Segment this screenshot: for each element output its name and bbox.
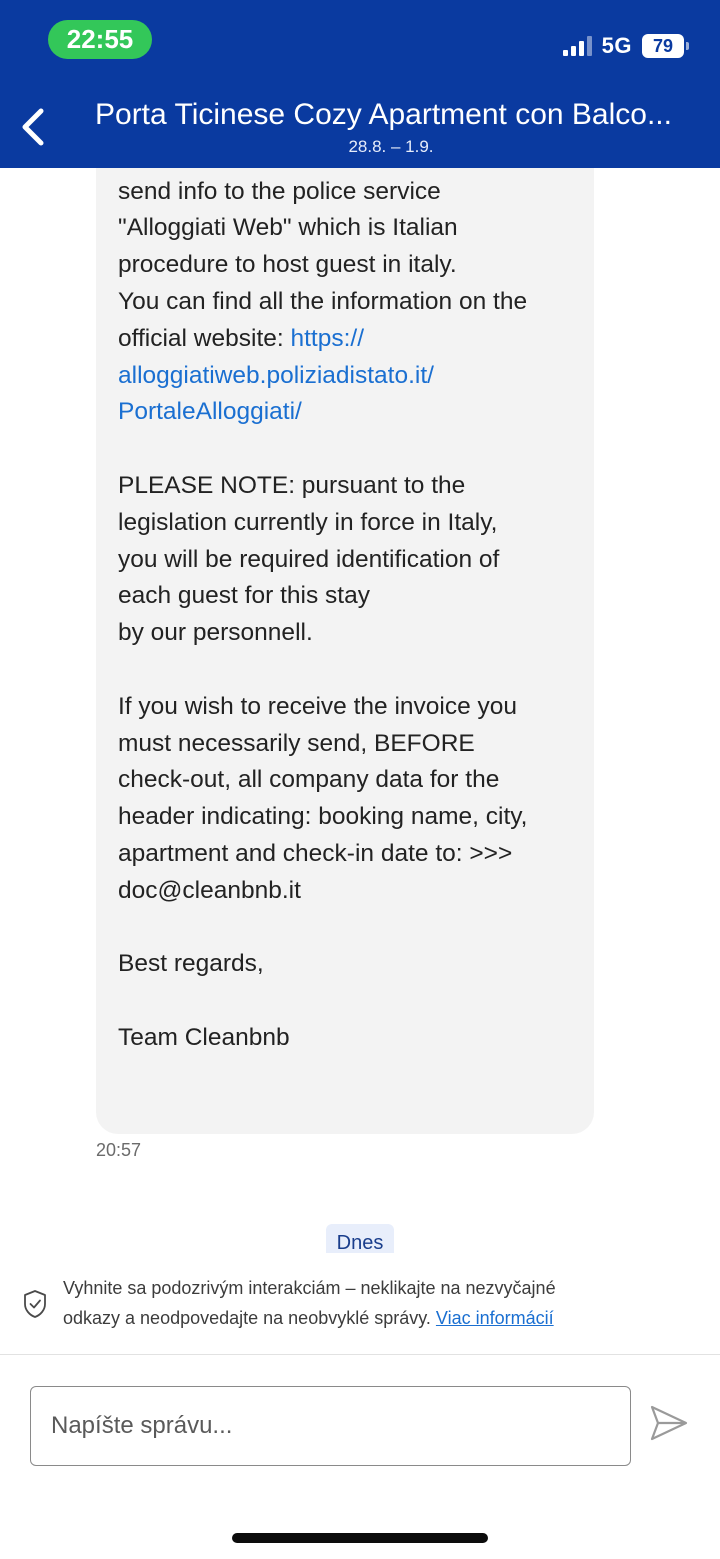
status-indicators — [563, 32, 684, 60]
message-line: You can find all the information on the — [118, 287, 528, 315]
message-text — [118, 168, 588, 1057]
message-line: header indicating: booking name, city, — [118, 803, 528, 831]
message-line: by our personnell. — [118, 619, 313, 647]
website-label: official website: — [118, 324, 291, 352]
message-timestamp: 20:57 — [96, 1140, 142, 1160]
message-line: each guest for this stay — [118, 582, 370, 610]
signal-icon — [563, 36, 592, 56]
message-line: If you wish to receive the invoice you — [118, 692, 518, 720]
message-paragraph — [118, 946, 588, 983]
message-paragraph — [118, 1020, 588, 1057]
date-separator: Dnes — [326, 1224, 394, 1253]
website-link[interactable]: alloggiatiweb.poliziadistato.it/ — [118, 361, 434, 389]
safety-warning — [0, 1253, 720, 1355]
message-line: legislation currently in force in Italy, — [118, 508, 498, 536]
message-composer[interactable] — [30, 1386, 631, 1466]
more-info-link[interactable]: Viac informácií — [435, 1308, 554, 1328]
warning-text — [63, 1273, 703, 1333]
send-icon — [648, 1402, 690, 1444]
stay-dates: 28.8. – 1.9. — [348, 137, 434, 156]
message-line — [118, 321, 588, 358]
conversation-title[interactable]: Porta Ticinese Cozy Apartment con Balco... — [95, 98, 672, 131]
app-header — [0, 0, 720, 168]
message-line: Best regards, — [118, 950, 264, 978]
message-line: send info to the police service — [118, 177, 441, 205]
shield-check-icon — [22, 1289, 48, 1319]
message-list[interactable] — [0, 168, 720, 1253]
battery-level: 79 — [652, 35, 674, 56]
message-paragraph — [118, 689, 588, 910]
warning-line — [63, 1303, 703, 1333]
message-line: you will be required identification of — [118, 545, 500, 573]
website-link[interactable]: PortaleAlloggiati/ — [118, 398, 302, 426]
home-indicator[interactable] — [232, 1533, 488, 1543]
message-line: procedure to host guest in italy. — [118, 251, 457, 279]
battery-icon — [642, 34, 684, 58]
website-link[interactable]: https:// — [290, 324, 365, 352]
message-line: check-out, all company data for the — [118, 766, 500, 794]
warning-line-text: odkazy a neodpovedajte na neobvyklé správy. — [63, 1308, 436, 1328]
message-paragraph — [118, 468, 588, 652]
message-input[interactable] — [31, 1387, 630, 1465]
network-type: 5G — [601, 33, 632, 58]
message-line: "Alloggiati Web" which is Italian — [118, 214, 458, 242]
message-line: apartment and check-in date to: >>> — [118, 839, 513, 867]
message-paragraph — [118, 168, 588, 431]
message-bubble — [96, 168, 594, 1134]
message-line: doc@cleanbnb.it — [118, 876, 301, 904]
warning-line: Vyhnite sa podozrivým interakciám – neklikajte na nezvyčajné — [63, 1278, 556, 1298]
send-button[interactable] — [648, 1402, 690, 1444]
status-time[interactable]: 22:55 — [48, 20, 152, 59]
message-line: must necessarily send, BEFORE — [118, 729, 475, 757]
message-line: PLEASE NOTE: pursuant to the — [118, 471, 466, 499]
message-line: Team Cleanbnb — [118, 1023, 290, 1051]
